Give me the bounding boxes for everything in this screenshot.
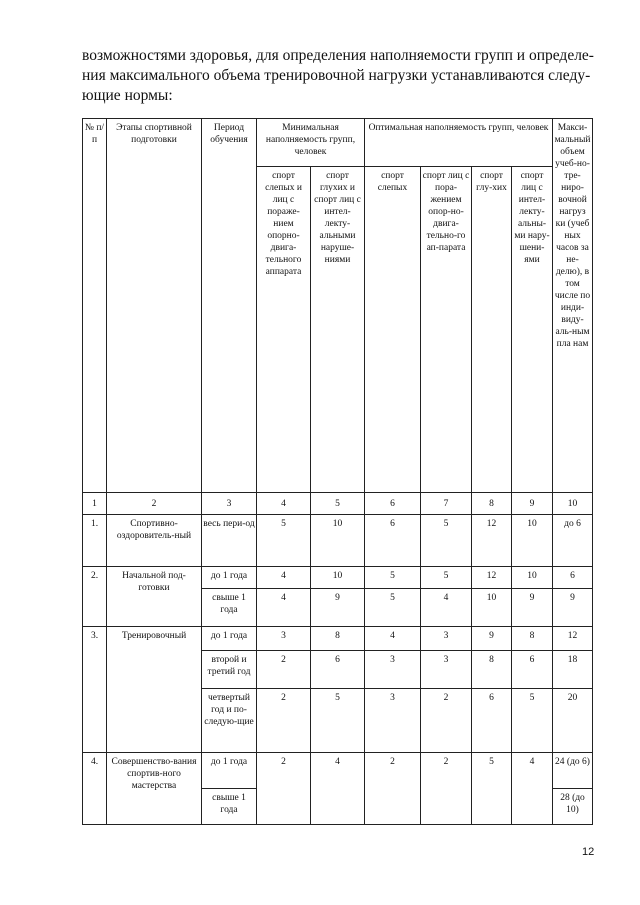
value-cell: 9 — [472, 627, 512, 651]
header-period: Период обучения — [202, 119, 257, 493]
table-row — [83, 567, 593, 589]
subheader-min-deaf-id: спорт глухих и спорт лиц с интел-лекту-альными наруше-ниями — [311, 167, 365, 493]
value-cell: 5 — [365, 567, 421, 589]
subheader-opt-blind: спорт слепых — [365, 167, 421, 493]
value-cell: 4 — [421, 589, 472, 627]
max-load-cell: 12 — [553, 627, 593, 651]
column-number: 10 — [553, 493, 593, 515]
value-cell: 2 — [421, 753, 472, 825]
value-cell: 2 — [365, 753, 421, 825]
header-stages: Этапы спортивной подготовки — [107, 119, 202, 493]
value-cell: 6 — [311, 651, 365, 689]
value-cell: 8 — [472, 651, 512, 689]
table-row — [83, 753, 593, 789]
value-cell: 4 — [257, 589, 311, 627]
value-cell: 5 — [421, 515, 472, 567]
max-load-cell: 24 (до 6) — [553, 753, 593, 789]
header-num: № п/п — [83, 119, 107, 493]
value-cell: 3 — [257, 627, 311, 651]
stage-number: 3. — [83, 627, 107, 753]
value-cell: 5 — [311, 689, 365, 753]
table-row — [83, 627, 593, 651]
column-number: 5 — [311, 493, 365, 515]
value-cell: 5 — [512, 689, 553, 753]
value-cell: 3 — [421, 627, 472, 651]
header-row — [83, 119, 593, 167]
subheader-opt-deaf: спорт глу-хих — [472, 167, 512, 493]
stage-number: 2. — [83, 567, 107, 627]
value-cell: 5 — [421, 567, 472, 589]
value-cell: 8 — [512, 627, 553, 651]
header-max-load: Макси-мальный объем учеб-но-тре-ниро-вочной нагруз ки (учеб ных часов за не-делю), в том числе по инди-виду-аль-ным пла нам — [553, 119, 593, 493]
value-cell: 5 — [365, 589, 421, 627]
value-cell: 3 — [365, 689, 421, 753]
period-cell: до 1 года — [202, 567, 257, 589]
column-number-row — [83, 493, 593, 515]
value-cell: 8 — [311, 627, 365, 651]
page-number: 12 — [582, 846, 595, 858]
subheader-opt-msk: спорт лиц с пора-жением опор-но-двига-тельно-го ап-парата — [421, 167, 472, 493]
value-cell: 10 — [512, 567, 553, 589]
max-load-cell: 6 — [553, 567, 593, 589]
stage-name: Тренировочный — [107, 627, 202, 753]
column-number: 9 — [512, 493, 553, 515]
subheader-opt-id: спорт лиц с интел-лекту-альны-ми нару-шени-ями — [512, 167, 553, 493]
group-norms-table — [82, 118, 593, 825]
value-cell: 3 — [421, 651, 472, 689]
period-cell: до 1 года — [202, 627, 257, 651]
column-number: 3 — [202, 493, 257, 515]
value-cell: 5 — [472, 753, 512, 825]
stage-name: Начальной под-готовки — [107, 567, 202, 627]
period-cell: второй и третий год — [202, 651, 257, 689]
value-cell: 3 — [365, 651, 421, 689]
header-min-group: Минимальная наполняемость групп, человек — [257, 119, 365, 167]
value-cell: 10 — [472, 589, 512, 627]
stage-number: 1. — [83, 515, 107, 567]
header-opt-group: Оптимальная наполняемость групп, человек — [365, 119, 553, 167]
period-cell: весь пери-од — [202, 515, 257, 567]
period-cell: свыше 1 года — [202, 789, 257, 825]
column-number: 7 — [421, 493, 472, 515]
period-cell: до 1 года — [202, 753, 257, 789]
value-cell: 4 — [512, 753, 553, 825]
value-cell: 10 — [512, 515, 553, 567]
column-number: 2 — [107, 493, 202, 515]
value-cell: 4 — [311, 753, 365, 825]
intro-line: возможностями здоровья, для определения наполняемости групп и определе- — [82, 47, 594, 64]
max-load-cell: 20 — [553, 689, 593, 753]
value-cell: 9 — [311, 589, 365, 627]
value-cell: 9 — [512, 589, 553, 627]
column-number: 4 — [257, 493, 311, 515]
intro-line: ния максимального объема тренировочной нагрузки устанавливаются следу- — [82, 67, 591, 84]
stage-name: Спортивно-оздоровитель-ный — [107, 515, 202, 567]
value-cell: 10 — [311, 515, 365, 567]
table-row — [83, 515, 593, 567]
value-cell: 4 — [365, 627, 421, 651]
stage-name: Совершенство-вания спортив-ного мастерства — [107, 753, 202, 825]
intro-paragraph — [82, 46, 602, 106]
subheader-min-blind-msk: спорт слепых и лиц с пораже-нием опорно-двига-тельного аппарата — [257, 167, 311, 493]
value-cell: 6 — [365, 515, 421, 567]
value-cell: 2 — [421, 689, 472, 753]
value-cell: 6 — [512, 651, 553, 689]
value-cell: 10 — [311, 567, 365, 589]
period-cell: свыше 1 года — [202, 589, 257, 627]
value-cell: 2 — [257, 753, 311, 825]
value-cell: 2 — [257, 689, 311, 753]
column-number: 8 — [472, 493, 512, 515]
intro-line: ющие нормы: — [82, 87, 173, 104]
column-number: 1 — [83, 493, 107, 515]
value-cell: 4 — [257, 567, 311, 589]
max-load-cell: 28 (до 10) — [553, 789, 593, 825]
column-number: 6 — [365, 493, 421, 515]
max-load-cell: 9 — [553, 589, 593, 627]
value-cell: 5 — [257, 515, 311, 567]
value-cell: 12 — [472, 515, 512, 567]
stage-number: 4. — [83, 753, 107, 825]
value-cell: 6 — [472, 689, 512, 753]
period-cell: четвертый год и по-следую-щие — [202, 689, 257, 753]
max-load-cell: до 6 — [553, 515, 593, 567]
value-cell: 12 — [472, 567, 512, 589]
max-load-cell: 18 — [553, 651, 593, 689]
value-cell: 2 — [257, 651, 311, 689]
